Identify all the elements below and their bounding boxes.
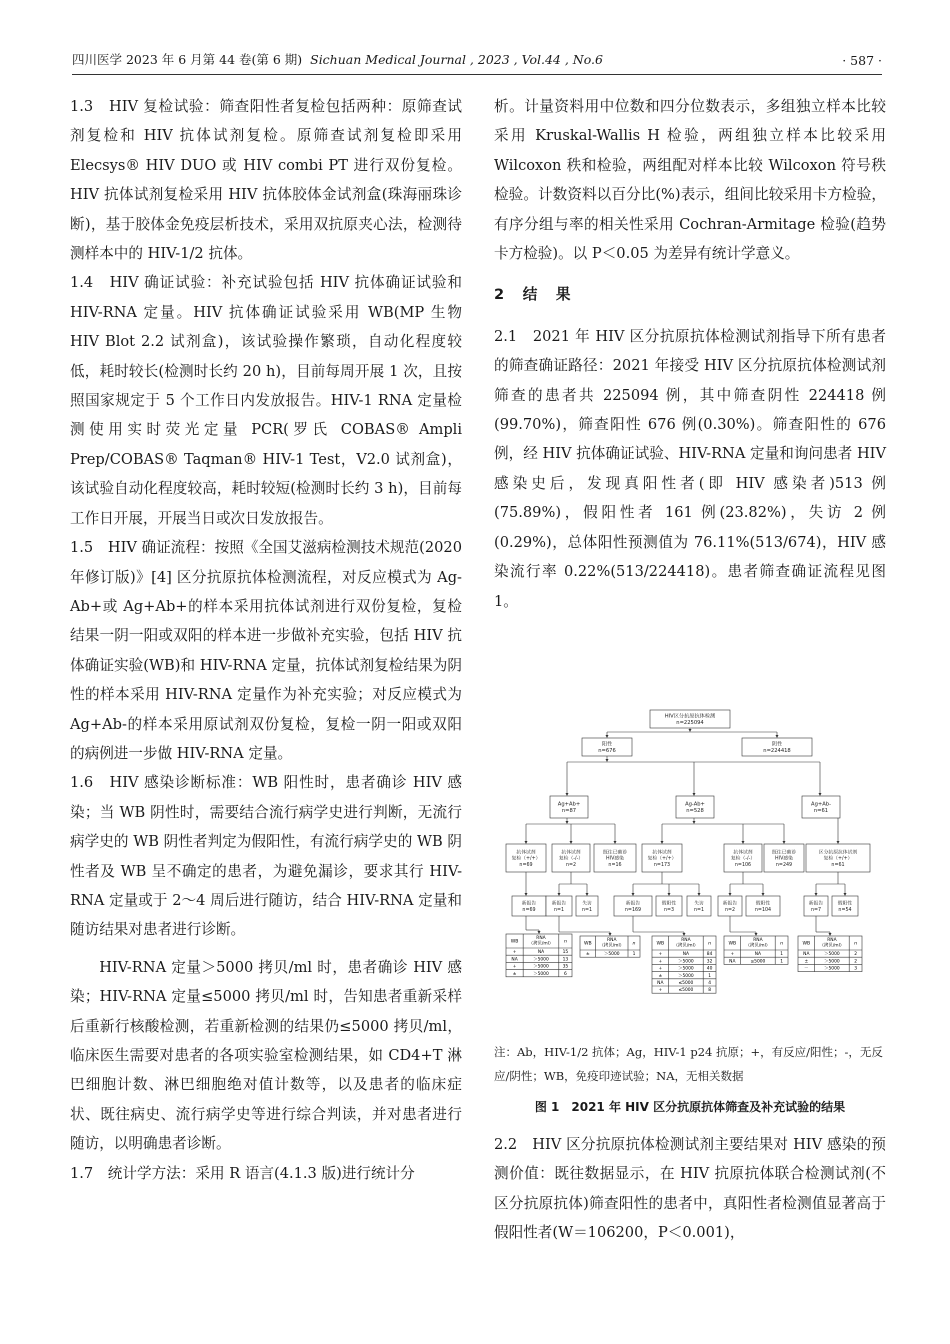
table-cell: ± [658,973,663,979]
table-cell: ± [512,971,517,977]
table-cell: 6 [564,971,567,977]
l4-node-3-text: 新报告 [625,901,641,907]
para-1-4: 1.4 HIV 确证试验：补充试验包括 HIV 抗体确证试验和 HIV-RNA 定量。HIV 抗体确证试验采用 WB(MP 生物 HIV Blot 2.2 试剂盒)，该试验操作繁琐，自动化程度较低，耗时较长(检测时长约 20 h)，目前每周开展 1 次，且按照国家规定于 5 个工作日内发放报告。HIV-1 RNA 定量检测使用实时荧光定量 PCR(罗氏 COBAS® Ampli Prep/COBAS® Taqman® HIV-1 Test，V2.0 试剂盒)，该试验自动化程度较高，耗时较短(检测时长约 3 h)，目前每工作日开展，开展当日或次日发放报告。 [70,274,462,527]
l3-node-2-text: 既往已确诊 [603,850,627,856]
l4-node-7-text: n=104 [754,907,772,913]
table-header: （拷贝/ml） [673,943,699,949]
l4-node-0-text: n=69 [522,907,536,913]
right-column [494,92,886,616]
l4-node-0-text: 新报告 [521,901,537,907]
table-cell: NA [729,959,736,965]
arrowhead [729,893,732,896]
header-rule [72,74,882,75]
arrowhead [609,933,612,936]
positive-text: n=676 [598,748,616,755]
l4-node-2-text: n=1 [581,907,593,913]
para-rna: HIV-RNA 定量＞5000 拷贝/ml 时，患者确诊 HIV 感染；HIV-RNA 定量≤5000 拷贝/ml 时，告知患者重新采样后重新行核酸检测，若重新检测的结果仍≤5000 拷贝/ml，临床医生需要对患者的各项实验室检测结果，如 CD4+T 淋巴细胞计数、淋巴细胞绝对值计数等，以及患者的临床症状、既往病史、流行病学史等进行综合判读，并对患者进行随访，以明确患者诊断。 [70,958,462,1153]
l4-node-2-text: 失访 [582,901,592,907]
l4-node-9-text: n=54 [838,907,852,913]
flowchart-svg [502,706,882,996]
table-cell: + [658,959,663,965]
table-cell: 35 [562,964,569,970]
arrowhead [693,793,696,796]
table-cell: 13 [562,957,569,963]
table-cell: + [512,950,517,956]
table-header: （拷贝/ml） [599,943,625,949]
table-header: RNA [536,936,546,941]
table-header: WB [510,939,519,945]
table-header: RNA [753,938,763,943]
table-cell: 1 [708,973,711,979]
l3-node-1-text: 复检（-/-） [558,856,584,862]
l4-node-6-text: 新报告 [722,901,738,907]
l3-node-2-text: n=16 [608,862,622,868]
para-1-3: 1.3 HIV 复检试验：筛查阳性者复检包括两种：原筛查试剂复检和 HIV 抗体试剂复检。原筛查试剂复检即采用 Elecsys® HIV DUO 或 HIV combi PT 进行双份复检。HIV 抗体试剂复检采用 HIV 抗体胶体金试剂盒(珠海丽珠诊断)，基于胶体金免疫层析技术，采用双抗原夹心法，检测待测样本中的 HIV-1/2 抗体。 [70,98,462,263]
group-ag-pos-ab-neg-text: Ag+Ab- [811,801,831,808]
table-header: （拷贝/ml） [819,943,845,949]
l4-node-5-text: n=1 [693,907,705,913]
table-cell: ≤5000 [750,959,766,965]
table-cell: 1 [780,952,783,958]
l4-node-4-text: 假阳性 [661,901,677,907]
table-header: n [780,941,784,947]
arrowhead [776,735,779,738]
l3-node-3-text: 复检（+/+） [647,856,677,862]
table-cell: 40 [706,966,713,972]
arrowhead [742,841,745,844]
table-header: RNA [681,938,691,943]
para-1-5: 1.5 HIV 确证流程：按照《全国艾滋病检测技术规范(2020 年修订版)》[4] 区分抗原抗体检测流程，对反应模式为 Ag-Ab+或 Ag+Ab+的样本采用抗体试剂进行双份复检，复检结果一阴一阳或双阳的样本进一步做补充实验，包括 HIV 抗体确证实验(WB)和 HIV-RNA 定量，抗体试剂复检结果为阴性的样本采用 HIV-RNA 定量作为补充实验；对反应模式为 Ag+Ab-的样本采用原试剂双份复检，复检一阴一阳或双阳的病例进一步做 HIV-RNA 定量。 [70,539,462,762]
group-ag-pos-ab-pos-text: n=87 [561,808,577,815]
arrowhead [815,893,818,896]
l3-node-2-text: HIV感染 [606,856,624,862]
table-cell: ＞5000 [678,959,694,965]
arrowhead [632,893,635,896]
figure-caption: 图 1 2021 年 HIV 区分抗原抗体筛查及补充试验的结果 [534,1100,846,1114]
l3-node-6-text: 区分抗原抗体试剂 [818,850,858,856]
table-cell: 3 [854,966,857,972]
table-header: WB [583,941,592,947]
figure-note: 注：Ab，HIV-1/2 抗体；Ag，HIV-1 p24 抗原；+，有反应/阳性；-，无反应/阴性；WB，免疫印迹试验；NA，无相关数据 [494,1045,883,1083]
arrowhead [614,841,617,844]
table-header: RNA [607,938,617,943]
l3-node-5-text: n=249 [775,862,793,868]
table-cell: NA [754,952,762,958]
table-cell: NA [803,952,810,958]
table-header: WB [802,941,811,947]
arrowhead [525,841,528,844]
l3-node-0-text: 抗体试剂 [516,850,536,856]
arrowhead [566,793,569,796]
l3-node-4-text: 复检（-/-） [730,856,756,862]
l3-node-6-text: 复检（+/+） [823,856,853,862]
table-cell: 32 [706,959,713,965]
table-cell: + [730,952,735,958]
table-header: n [854,941,858,947]
table-cell: 2 [854,952,857,958]
root-text: HIV区分抗原抗体检测 [664,713,716,720]
l3-node-6-text: n=61 [831,862,845,868]
running-header [72,50,882,68]
table-cell: 15 [562,950,569,956]
l4-node-1-text: 新报告 [551,901,567,907]
table-cell: 2 [854,959,857,965]
table-cell: NA [657,981,664,986]
table-cell: 8 [708,988,711,994]
arrowhead [683,933,686,936]
table-cell: ＞5000 [824,952,840,958]
table-cell: 1 [632,952,636,958]
para-stats-cont: 析。计量资料用中位数和四分位数表示，多组独立样本比较采用 Kruskal-Wallis H 检验，两组独立样本比较采用 Wilcoxon 秩和检验，两组配对样本比较 Wilcoxon 符号秩检验。计数资料以百分比(%)表示，组间比较采用卡方检验，有序分组与率的相关性采用 Cochran-Armitage 检验(趋势卡方检验)。以 P＜0.05 为差异有统计学意义。 [494,98,886,263]
l4-node-8-text: 新报告 [808,901,824,907]
l3-node-3-text: n=173 [653,862,671,868]
l3-node-4-text: n=106 [734,862,752,868]
table-cell: 1 [780,959,783,965]
arrowhead [566,821,569,824]
l4-node-9-text: 假阳性 [837,901,853,907]
table-cell: NA [682,952,690,958]
table-cell: + [658,952,663,958]
arrowhead [829,933,832,936]
page-number: · 587 · [842,53,882,68]
table-cell: ＞5000 [678,973,694,979]
table-cell: 4 [708,981,711,986]
table-header: n [563,939,567,945]
table-header: n [632,941,636,947]
arrowhead [661,841,664,844]
arrowhead [558,893,561,896]
table-header: WB [728,941,737,947]
arrowhead [762,893,765,896]
table-cell: NA [537,950,545,956]
table-cell: ± [804,959,809,965]
left-column [70,92,462,1188]
arrowhead [606,759,609,762]
para-2-2: 2.2 HIV 区分抗原抗体检测试剂主要结果对 HIV 感染的预测价值：既往数据显示，在 HIV 抗原抗体联合检测试剂(不区分抗原抗体)筛查阳性的患者中，真阳性者检测值显著高于假阳性者(W＝106200，P＜0.001)， [494,1136,886,1242]
l3-node-5-text: 既往已确诊 [772,850,796,856]
section-results: 2 结 果 [494,286,573,304]
arrowhead [837,841,840,844]
root-text: n=225094 [676,720,704,727]
l4-node-8-text: n=7 [810,907,822,913]
l3-node-0-text: 复检（+/+） [511,856,541,862]
table-cell: ＞5000 [533,964,549,970]
table-cell: + [658,966,663,972]
table-cell: ≤5000 [678,981,694,986]
group-ag-neg-ab-pos-text: n=528 [686,808,704,815]
table-header: （拷贝/ml） [528,941,554,947]
table-cell: ± [585,952,590,958]
positive-text: 阳性 [601,741,613,748]
table-cell: ＞5000 [824,966,840,972]
table-cell: + [512,964,517,970]
figure-1-flowchart [502,706,882,996]
arrowhead [570,841,573,844]
table-cell: NA [511,957,518,963]
table-cell: ＞5000 [533,971,549,977]
group-ag-pos-ab-neg-text: n=61 [813,808,829,815]
para-2-1: 2.1 2021 年 HIV 区分抗原抗体检测试剂指导下所有患者的筛查确证路径：2021 年接受 HIV 区分抗原抗体检测试剂筛查的患者共 225094 例，其中筛查阴性 224418 例(99.70%)，筛查阳性 676 例(0.30%)。筛查阳性的 676 例，经 HIV 抗体确证试验、HIV-RNA 定量和询问患者 HIV 感染史后，发现真阳性者(即 HIV 感染者)513 例(75.89%)，假阳性者 161 例(23.82%)，失访 2 例(0.29%)，总体阳性预测值为 76.11%(513/674)，HIV 感染流行率 0.22%(513/224418)。患者筛查确证流程见图 1。 [494,327,886,610]
l4-node-4-text: n=3 [663,907,675,913]
arrowhead [525,893,528,896]
table-header: n [708,941,712,947]
para-1-6: 1.6 HIV 感染诊断标准：WB 阳性时，患者确诊 HIV 感染；当 WB 阴性时，需要结合流行病学史进行判断，无流行病学史的 WB 阴性者判定为假阳性，有流行病学史的 WB 阴性者及 WB 呈不确定的患者，为避免漏诊，要求其行 HIV-RNA 定量或于 2～4 周后进行随访，结合 HIV-RNA 定量和随访结果对患者进行诊断。 [70,774,462,939]
arrowhead [844,893,847,896]
l3-node-4-text: 抗体试剂 [733,850,753,856]
arrowhead [819,793,822,796]
arrowhead [606,735,609,738]
table-cell: 84 [706,952,713,958]
l3-node-1-text: 抗体试剂 [561,850,581,856]
l3-node-5-text: HIV感染 [775,856,793,862]
header-journal: 四川医学 2023 年 6 月第 44 卷(第 6 期) Sichuan Medical Journal , 2023 , Vol.44 , No.6 [72,52,603,67]
negative-text: 阴性 [771,741,783,748]
l3-node-3-text: 抗体试剂 [652,850,672,856]
table-cell: － [804,966,809,972]
group-ag-neg-ab-pos-text: Ag-Ab+ [685,801,705,808]
table-header: （拷贝/ml） [745,943,771,949]
arrowhead [693,821,696,824]
table-cell: + [658,988,663,994]
table-cell: ≤5000 [678,988,694,994]
l3-node-0-text: n=69 [519,862,533,868]
negative-text: n=224418 [763,748,791,755]
l3-node-1-text: n=2 [565,862,577,868]
arrowhead [698,893,701,896]
right-column-bottom [494,1130,886,1248]
arrowhead [689,729,692,732]
para-1-7: 1.7 统计学方法：采用 R 语言(4.1.3 版)进行统计分 [70,1164,415,1182]
table-cell: ＞5000 [604,952,620,958]
arrowhead [586,893,589,896]
arrowhead [783,841,786,844]
l4-node-3-text: n=169 [624,907,642,913]
arrowhead [668,893,671,896]
table-cell: ＞5000 [678,966,694,972]
l4-node-7-text: 假阳性 [755,901,771,907]
l4-node-1-text: n=1 [553,907,565,913]
l4-node-5-text: 失访 [694,901,704,907]
table-cell: ＞5000 [824,959,840,965]
table-header: WB [656,941,665,947]
l4-node-6-text: n=2 [724,907,736,913]
table-header: RNA [827,938,837,943]
arrowhead [755,933,758,936]
table-cell: ＞5000 [533,957,549,963]
group-ag-pos-ab-pos-text: Ag+Ab+ [557,801,581,808]
arrowhead [538,931,541,934]
